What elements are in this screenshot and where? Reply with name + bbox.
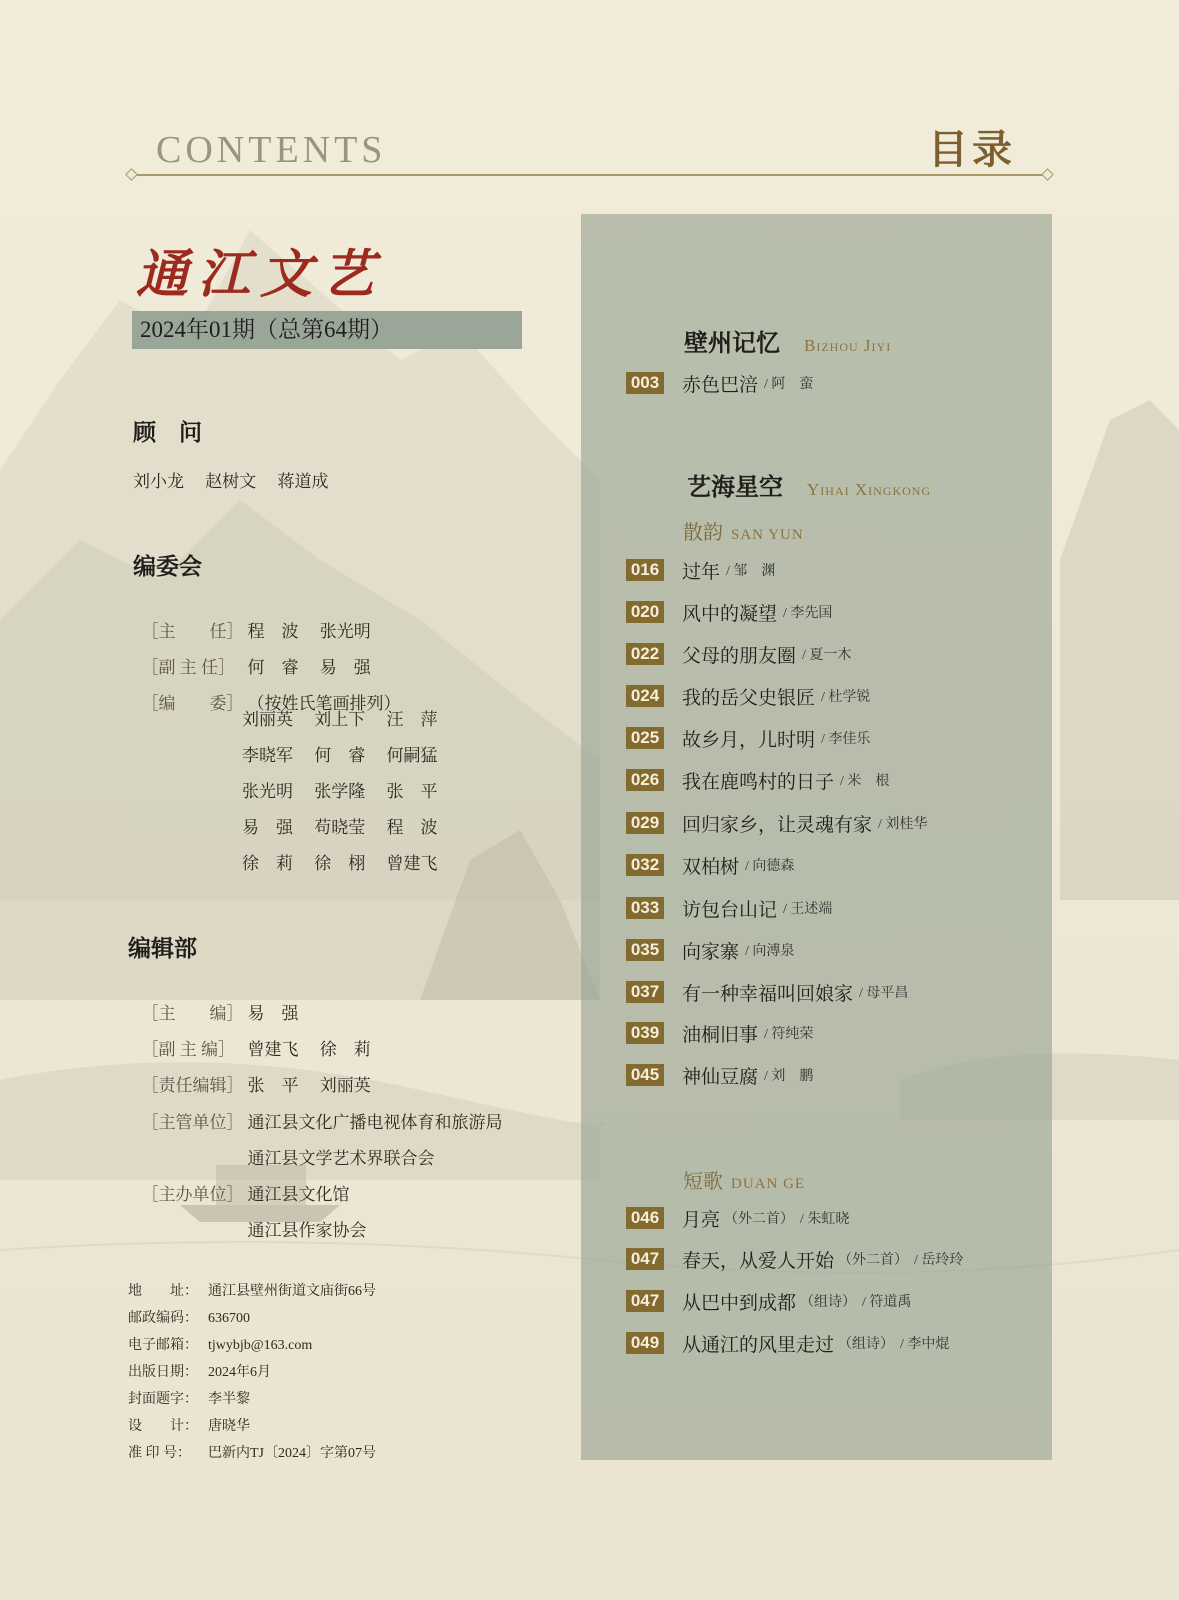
advisors-heading: 顾 问 [133,420,202,446]
toc-entry[interactable] [626,1246,963,1272]
article-author: / 李中焜 [900,1337,950,1352]
info-value: 通江县壁州街道文庙街66号 [208,1284,376,1299]
info-value: 2024年6月 [208,1365,271,1380]
page-number-badge: 016 [626,559,664,581]
article-author: / 杜学锐 [821,690,871,705]
article-author: / 邹 渊 [726,564,776,579]
article-author: / 向德森 [745,859,795,874]
toc-panel [581,214,1052,1460]
article-title: 故乡月，儿时明 [682,729,816,751]
info-value: tjwybjb@163.com [208,1338,313,1353]
info-label: 准 印 号： [128,1446,191,1461]
info-label: 邮政编码： [128,1311,198,1326]
article-author: / 向溥泉 [745,944,795,959]
committee-heading: 编委会 [133,554,202,580]
article-author: / 符纯荣 [764,1027,814,1042]
table-of-contents-title: 目录 [928,127,1016,173]
toc-entry[interactable] [626,725,870,751]
role-value: 通江县作家协会 [247,1221,367,1240]
committee-members-line: 易 强 苟晓莹 程 波 [242,818,438,837]
role-value: 张 平 刘丽英 [247,1076,371,1095]
page-number-badge: 026 [626,769,664,791]
article-title: 回归家乡，让灵魂有家 [682,814,873,836]
info-value: 636700 [208,1311,250,1326]
role-label: ［主管单位］ [141,1113,244,1132]
article-title: 父母的朋友圈 [682,645,797,667]
toc-subsection-duange [683,1165,805,1194]
toc-entry[interactable] [626,557,775,583]
page-number-badge: 047 [626,1290,664,1312]
info-address [128,1280,376,1300]
info-label: 出版日期： [128,1365,198,1380]
article-author: / 夏一木 [802,648,852,663]
toc-entry[interactable] [626,767,889,793]
article-author: / 朱虹晓 [800,1212,850,1227]
info-value: 唐晓华 [208,1419,250,1434]
section-title-en: Yihai Xingkong [807,480,932,499]
header-divider [131,174,1048,176]
page-number-badge: 045 [626,1064,664,1086]
role-value: 易 强 [247,1004,299,1023]
article-title: 神仙豆腐 [682,1066,759,1088]
article-title: 春天，从爱人开始 [682,1250,835,1272]
article-title: 赤色巴涪 [682,374,759,396]
article-title: 双柏树 [682,856,740,878]
article-author: / 母平昌 [859,986,909,1001]
page-number-badge: 020 [626,601,664,623]
toc-entry[interactable] [626,979,908,1005]
article-note: （组诗） [800,1295,857,1310]
article-title: 油桐旧事 [682,1024,759,1046]
article-title: 过年 [682,561,721,583]
article-title: 我在鹿鸣村的日子 [682,771,835,793]
role-label: ［主 任］ [141,622,244,641]
toc-entry[interactable] [626,1020,813,1046]
toc-section-bizhou [684,323,891,358]
article-author: / 符道禹 [862,1295,912,1310]
toc-section-yihai [687,467,931,502]
role-label: ［副 主 任］ [141,658,235,677]
committee-members-line: 张光明 张学隆 张 平 [242,782,438,801]
toc-entry[interactable] [626,852,794,878]
subsection-title-cn: 散韵 [683,520,723,544]
info-label: 地 址： [128,1284,198,1299]
toc-entry[interactable] [626,1288,911,1314]
info-label: 电子邮箱： [128,1338,198,1353]
info-label: 设 计： [128,1419,198,1434]
role-value: 通江县文学艺术界联合会 [247,1149,435,1168]
article-title: 向家寨 [682,941,740,963]
toc-entry[interactable] [626,641,851,667]
article-author: / 王述端 [783,902,833,917]
subsection-title-en: DUAN GE [731,1176,806,1192]
editorial-row [133,1196,367,1241]
article-title: 访包台山记 [682,899,778,921]
role-value: 通江县文化广播电视体育和旅游局 [247,1113,503,1132]
article-author: / 李佳乐 [821,732,871,747]
toc-subsection-sanyun [683,516,804,545]
page-number-badge: 024 [626,685,664,707]
subsection-title-cn: 短歌 [683,1169,723,1193]
page-number-badge: 037 [626,981,664,1003]
article-title: 月亮 [682,1209,721,1231]
article-title: 从巴中到成都 [682,1292,797,1314]
info-publish-date [128,1361,271,1381]
toc-entry[interactable] [626,599,832,625]
committee-members-line: 李晓军 何 睿 何嗣猛 [242,746,438,765]
role-label: ［编 委］ [141,694,244,713]
info-design [128,1415,250,1435]
page-number-badge: 003 [626,372,664,394]
role-label: ［主 编］ [141,1004,244,1023]
toc-entry[interactable] [626,1330,949,1356]
article-author: / 李先国 [783,606,833,621]
role-label: ［责任编辑］ [141,1076,244,1095]
toc-entry[interactable] [626,683,870,709]
info-postcode [128,1307,250,1327]
toc-entry[interactable] [626,810,927,836]
issue-number: 2024年01期（总第64期） [132,311,522,349]
role-value: 通江县文化馆 [247,1185,350,1204]
article-title: 风中的凝望 [682,603,778,625]
article-title: 我的岳父史银匠 [682,687,816,709]
page-number-badge: 047 [626,1248,664,1270]
page-number-badge: 032 [626,854,664,876]
article-note: （组诗） [838,1337,895,1352]
page-number-badge: 029 [626,812,664,834]
info-label: 封面题字： [128,1392,198,1407]
article-note: （外二首） [838,1253,909,1268]
section-title-en: Bizhou Jiyi [804,336,892,355]
toc-entry[interactable] [626,1062,813,1088]
page-number-badge: 022 [626,643,664,665]
info-cover-calligraphy [128,1388,250,1408]
role-value: （按姓氏笔画排列） [247,694,401,713]
info-value: 李半黎 [208,1392,250,1407]
article-note: （外二首） [724,1212,795,1227]
role-label: ［主办单位］ [141,1185,244,1204]
toc-entry[interactable] [626,937,794,963]
contents-heading: CONTENTS [156,129,387,171]
toc-entry[interactable] [626,370,813,396]
article-author: / 米 根 [840,774,890,789]
page-number-badge: 035 [626,939,664,961]
role-value: 何 睿 易 强 [247,658,371,677]
committee-members-line: 徐 莉 徐 栩 曾建飞 [242,854,438,873]
magazine-logo: 通江文艺 [136,244,385,305]
section-title-cn: 壁州记忆 [684,329,780,357]
toc-entry[interactable] [626,895,832,921]
article-author: / 阿 蛮 [764,377,814,392]
page-number-badge: 039 [626,1022,664,1044]
role-value: 曾建飞 徐 莉 [247,1040,371,1059]
section-title-cn: 艺海星空 [687,473,783,501]
page-number-badge: 049 [626,1332,664,1354]
article-author: / 刘桂华 [878,817,928,832]
editorial-heading: 编辑部 [128,936,197,962]
info-email [128,1334,312,1354]
page-number-badge: 046 [626,1207,664,1229]
info-permit-number [128,1442,376,1462]
committee-members-line: 刘丽英 刘上下 汪 萍 [242,710,438,729]
article-author: / 刘 鹏 [764,1069,814,1084]
advisors-names: 刘小龙 赵树文 蒋道成 [133,472,329,491]
article-author: / 岳玲玲 [914,1253,964,1268]
article-title: 有一种幸福叫回娘家 [682,983,854,1005]
role-value: 程 波 张光明 [247,622,371,641]
page-number-badge: 025 [626,727,664,749]
info-value: 巴新内TJ〔2024〕字第07号 [208,1446,376,1461]
toc-entry[interactable] [626,1205,849,1231]
subsection-title-en: SAN YUN [731,527,804,543]
role-label: ［副 主 编］ [141,1040,235,1059]
article-title: 从通江的风里走过 [682,1334,835,1356]
page-number-badge: 033 [626,897,664,919]
